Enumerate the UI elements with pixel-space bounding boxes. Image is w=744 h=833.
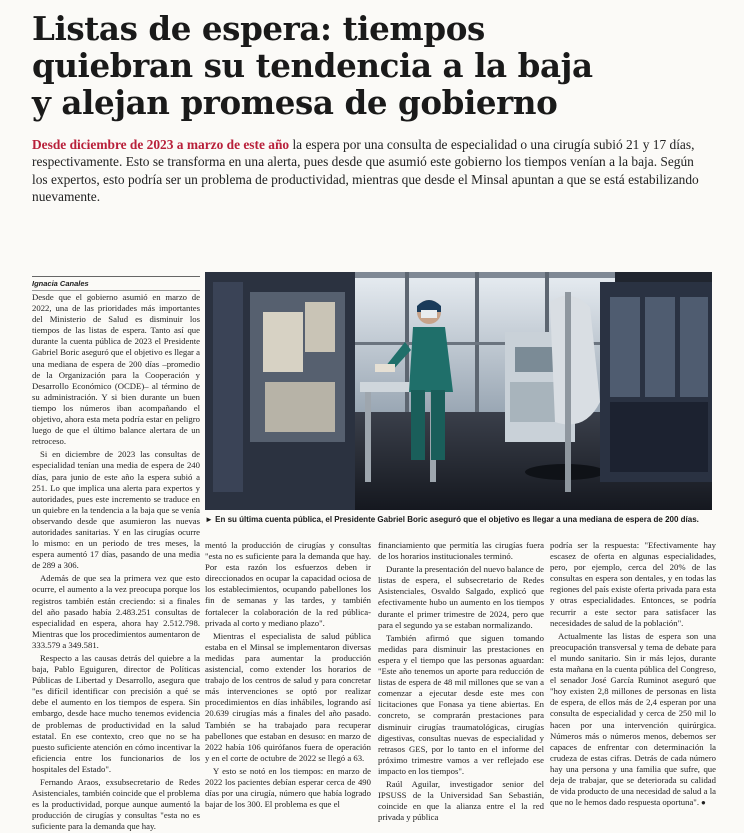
paragraph: Y esto se notó en los tiempos: en marzo de 2022 los pacientes debían esperar cerca de 490 días por una cirugía, número que había logrado bajar de los 300. El problema es que el xyxy=(205,765,371,810)
paragraph: mentó la producción de cirugías y consultas "esta no es suficiente para la demanda que hay. Por esta razón los esfuerzos deben ir direccionados en ocupar la capacidad ociosa de los establecimientos, ocupando pabellones los fin de semanas y las tardes, y también fortalecer la colaboración de la red pública-privada al corto y mediano plazo". xyxy=(205,540,371,628)
paragraph: Durante la presentación del nuevo balance de listas de espera, el subsecretario de Redes Asistenciales, Osvaldo Salgado, explicó que efectivamente hubo un aumento en los tiempos durante el primer trimestre de 2024, pero que para el segundo ya se estaban normalizando. xyxy=(378,564,544,630)
lead-text: la espera por una consulta de especialidad o una cirugía subió 21 y 17 días, respectivamente. Esto se transforma en una alerta, pues desde que asumió este gobierno los tiempos venían a la baja. Según los expertos, esto podría ser un problema de productividad, mientras que desde el Minsal apuntan a que se está estabilizando nuevamente. xyxy=(32,137,699,205)
photo-caption: ► En su última cuenta pública, el Presidente Gabriel Boric aseguró que el objetivo es llegar a una mediana de espera de 200 días. xyxy=(205,515,699,524)
lead-highlight: Desde diciembre de 2023 a marzo de este año xyxy=(32,137,290,152)
article-column-4 xyxy=(550,540,716,824)
headline-line: quiebran su tendencia a la baja xyxy=(32,46,593,85)
paragraph: Respecto a las causas detrás del quiebre a la baja, Pablo Eguiguren, director de Políticas Públicas de Libertad y Desarrollo, asegura que "es difícil identificar con precisión a qué se debe el aumento en los tiempos de espera. Sin embargo, desde hace mucho tenemos evidencia de problemas de productividad en la salud estatal. En ese contexto, creo que no se ha puesto suficiente atención en cómo incentivar la eficiencia entre los funcionarios de los hospitales del Estado". xyxy=(32,653,200,774)
lead-paragraph xyxy=(32,136,712,206)
paragraph: Si en diciembre de 2023 las consultas de especialidad tenían una media de espera de 240 días, para junio de este año la espera subió a 251. Lo que implica una alerta para expertos y autoridades, pues este incremento se traduce en un quiebre en la tendencia a la baja que se venía observando desde que asumieron las nuevas autoridades sanitarias. Y en las cirugías ocurre lo mismo: en un periodo de tres meses, la espera aumentó 17 días, pasando de una media de 289 a 306. xyxy=(32,449,200,571)
article-column-2 xyxy=(205,540,371,824)
paragraph: Además de que sea la primera vez que esto ocurre, el aumento a la vez preocupa porque los registros también están creciendo: si a finales del año pasado había 2.483.251 consultas de especialidad en espera, ahora hay 2.512.798. Mientras que los procedimientos aumentaron de 333.579 a 349.581. xyxy=(32,573,200,650)
headline-line: Listas de espera: tiempos xyxy=(32,9,485,48)
hospital-scene-image xyxy=(205,272,712,510)
paragraph: Desde que el gobierno asumió en marzo de 2022, una de las prioridades más importantes del Ministerio de Salud es disminuir los tiempos de las listas de espera. Tanto así que durante la cuenta pública de 2023 el Presidente Gabriel Boric aseguró que el objetivo es llegar a una mediana de espera de 200 días –promedio de la Organización para la Cooperación y Desarrollo Económico (OCDE)– al término de su administración. Y si bien durante un buen tiempo los números iban acompañando el objetivo, ahora esta meta podría estar en peligro luego de que el último balance alertara de un retroceso. xyxy=(32,292,200,447)
paragraph: podría ser la respuesta: "Efectivamente hay escasez de oferta en algunas especialidades, pero, por ejemplo, cerca del 20% de las consultas en espera son dentales, y en todas las regiones del país existe oferta privada para esta y otras especialidades. Entonces, se podría recurrir a este sector para satisfacer las necesidades de salud de la población". xyxy=(550,540,716,628)
paragraph: Mientras el especialista de salud pública estaba en el Minsal se implementaron diversas medidas para aumentar la producción asistencial, como extender los horarios de trabajo de los centros de salud y para concretar más intervenciones se optó por realizar procedimientos en días inhábiles, logrando así 20.639 cirugías más a finales del año pasado. También se ha trabajado para recuperar pabellones que estaban en desuso: en marzo de 2022 había 106 quirófanos fuera de operación y en el corte de octubre de 2022 se llegó a 63. xyxy=(205,630,371,763)
headline-line: y alejan promesa de gobierno xyxy=(32,83,558,122)
paragraph: Actualmente las listas de espera son una preocupación transversal y tema de debate para el mundo sanitario. Sin ir más lejos, durante esta mañana en la cuenta pública del Congreso, el senador José García Ruminot aseguró que "hoy existen 2,8 millones de personas en lista de espera, de ellos más de 2,4 esperan por una consulta de especialidad y cerca de 250 mil lo hacen por una intervención quirúrgica. Números más o números menos, debemos ser capaces de enfrentar con determinación la crudeza de estas cifras. Detrás de cada número hay una persona y una familia que sufre, que deja de trabajar, que se deteriorada su calidad de vida producto de una necesidad de salud a la que no le hemos dado respuesta oportuna". ● xyxy=(550,631,716,809)
article-photo xyxy=(205,272,712,510)
article-column-3 xyxy=(378,540,544,824)
paragraph: Fernando Araos, exsubsecretario de Redes Asistenciales, también coincide que el problema es la productividad, porque aunque aumentó la producción de cirugías y consultas "esta no es suficiente para la demanda que hay. xyxy=(32,777,200,832)
headline xyxy=(32,10,722,121)
paragraph: Raúl Aguilar, investigador senior del IPSUSS de la Universidad San Sebastián, coincide en que la alianza entre el la red privada y pública xyxy=(378,778,544,823)
byline: Ignacia Canales xyxy=(32,276,200,291)
article-column-1 xyxy=(32,292,200,832)
paragraph: También afirmó que siguen tomando medidas para disminuir las prestaciones en espera y el tiempo que las personas aguardan: "Este año tenemos un aporte para reducción de listas de espera de 48 mil millones que se van a comenzar a ejecutar desde este mes con licitaciones que Fonasa ya tiene abiertas. En concreto, se comprarán prestaciones para disminuir cirugías traumatológicas, cirugías digestivas, consultas nuevas de especialidad y retrasos GES, por lo tanto en el informe del próximo trimestre vamos a ver reflejado ese impacto en los tiempos". xyxy=(378,632,544,776)
paragraph: financiamiento que permitía las cirugías fuera de los horarios institucionales terminó. xyxy=(378,540,544,562)
